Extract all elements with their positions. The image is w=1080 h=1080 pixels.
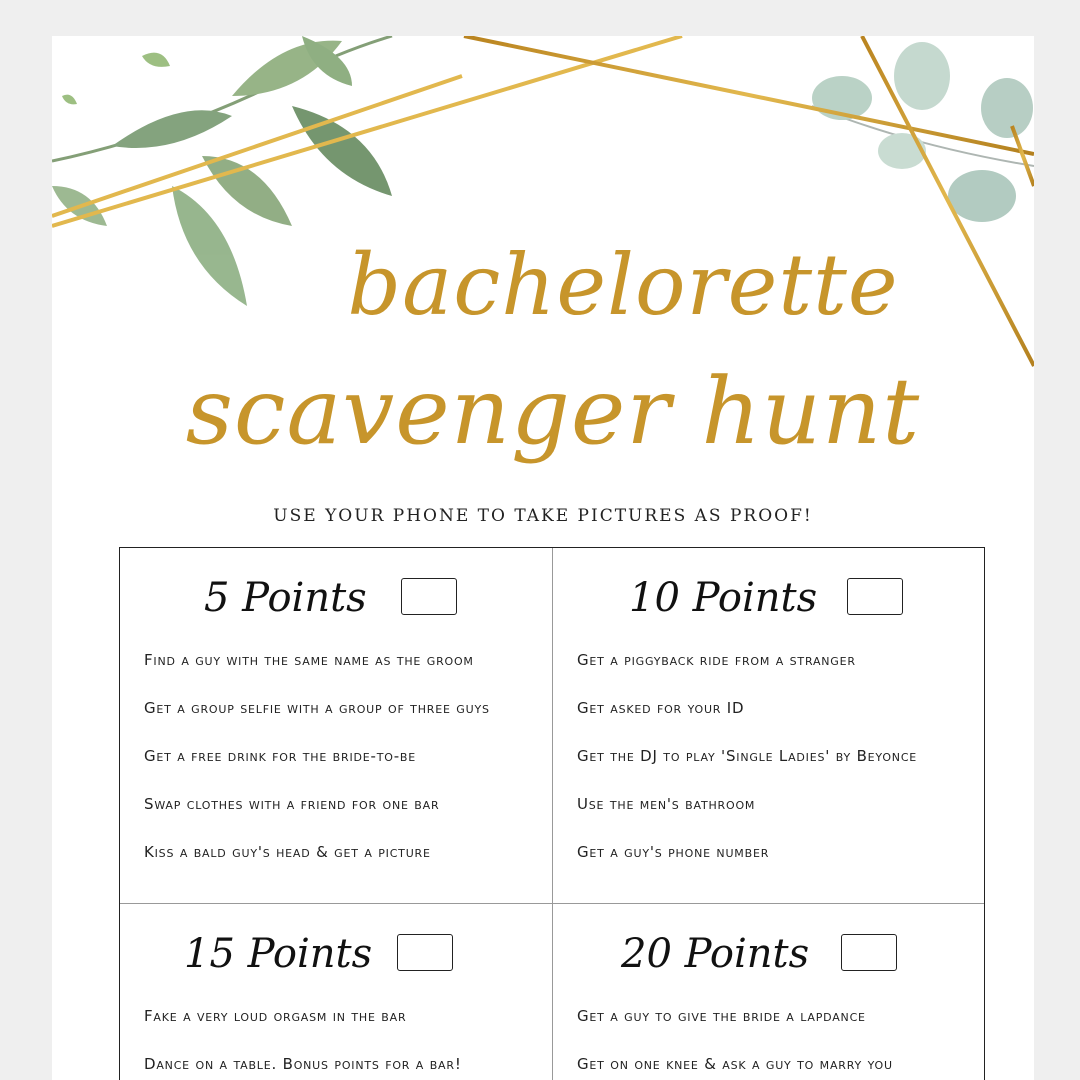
task-item: Get asked for your ID	[577, 699, 745, 717]
section-header	[553, 568, 985, 628]
points-label: 20 Points	[621, 931, 810, 977]
section-header	[120, 568, 552, 628]
section-20-points	[553, 904, 985, 1080]
title-line-1: bachelorette	[347, 236, 899, 334]
section-checkbox[interactable]	[401, 578, 457, 615]
instructions: USE YOUR PHONE TO TAKE PICTURES AS PROOF!	[273, 506, 813, 526]
section-header	[553, 924, 985, 984]
section-5-points	[120, 548, 552, 903]
task-item: Get on one knee & ask a guy to marry you	[577, 1055, 893, 1073]
game-sheet	[52, 36, 1034, 1080]
task-list	[577, 642, 977, 882]
task-item: Get a piggyback ride from a stranger	[577, 651, 856, 669]
task-list	[144, 642, 544, 882]
scavenger-grid	[119, 547, 985, 1080]
section-checkbox[interactable]	[841, 934, 897, 971]
section-checkbox[interactable]	[397, 934, 453, 971]
points-label: 5 Points	[204, 575, 367, 621]
title-line-2: scavenger hunt	[185, 358, 921, 465]
task-item: Get a group selfie with a group of three guys	[144, 699, 490, 717]
task-item: Get a free drink for the bride-to-be	[144, 747, 417, 765]
task-item: Swap clothes with a friend for one bar	[144, 795, 440, 813]
points-label: 15 Points	[184, 931, 373, 977]
task-item: Kiss a bald guy's head & get a picture	[144, 843, 431, 861]
task-item: Use the men's bathroom	[577, 795, 756, 813]
task-item: Get a guy's phone number	[577, 843, 770, 861]
section-15-points	[120, 904, 552, 1080]
section-checkbox[interactable]	[847, 578, 903, 615]
section-header	[120, 924, 552, 984]
task-list	[144, 998, 544, 1080]
task-item: Fake a very loud orgasm in the bar	[144, 1007, 407, 1025]
section-10-points	[553, 548, 985, 903]
task-item: Dance on a table. Bonus points for a bar!	[144, 1055, 462, 1073]
task-item: Get the DJ to play 'Single Ladies' by Beyonce	[577, 747, 918, 765]
task-list	[577, 998, 977, 1080]
task-item: Find a guy with the same name as the groom	[144, 651, 474, 669]
task-item: Get a guy to give the bride a lapdance	[577, 1007, 866, 1025]
points-label: 10 Points	[629, 575, 818, 621]
